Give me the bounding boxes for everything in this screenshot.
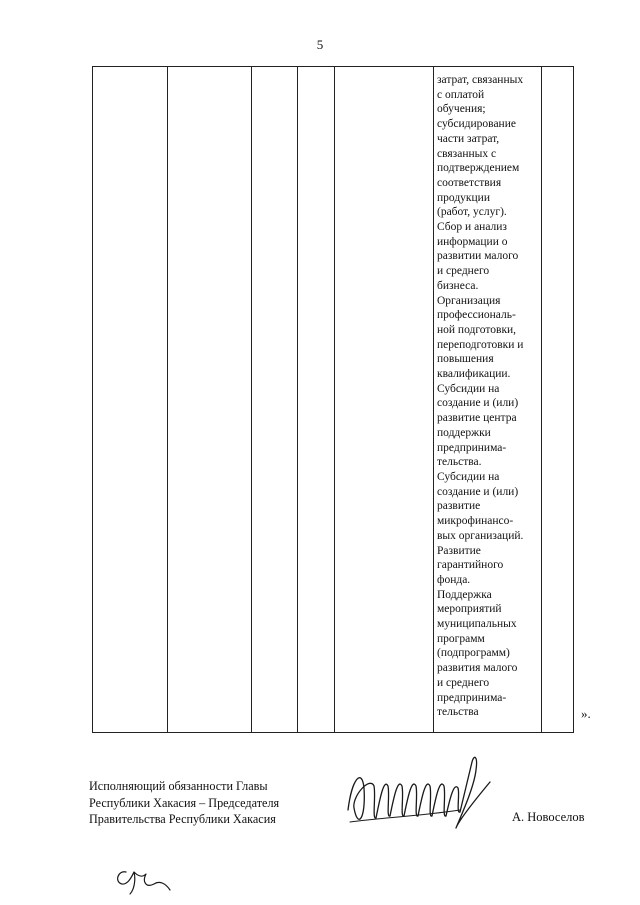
- document-table: [92, 66, 574, 733]
- table-column-divider: [541, 67, 542, 732]
- closing-quote: ».: [581, 706, 591, 721]
- signer-position-title: Исполняющий обязанности Главы Республики Хакасия – Председателя Правительства Республики Хакасия: [89, 779, 280, 827]
- table-column-divider: [334, 67, 335, 732]
- signer-name: А. Новоселов: [512, 810, 585, 824]
- table-column-divider: [297, 67, 298, 732]
- table-column-divider: [251, 67, 252, 732]
- table-cell-measures: затрат, связанных с оплатой обучения; субсидирование части затрат, связанных с подтверждением соответствия продукции (работ, услуг). Сбор и анализ информации о развитии малого и среднего бизнеса. Организация профессиональ- ной подготовки, переподготовки и повышения квалификации. Субсидии на создание и (или) развитие центра поддержки предпринима- тельства. Субсидии на создание и (или) развитие микрофинансо- вых организаций. Развитие гарантийного фонда. Поддержка мероприятий муниципальных программ (подпрограмм) развития малого и среднего предпринима- тельства: [437, 74, 524, 719]
- table-column-divider: [433, 67, 434, 732]
- handwritten-signature: [340, 748, 500, 838]
- table-column-divider: [167, 67, 168, 732]
- handwritten-initials: [112, 862, 182, 898]
- page-number: 5: [316, 37, 324, 52]
